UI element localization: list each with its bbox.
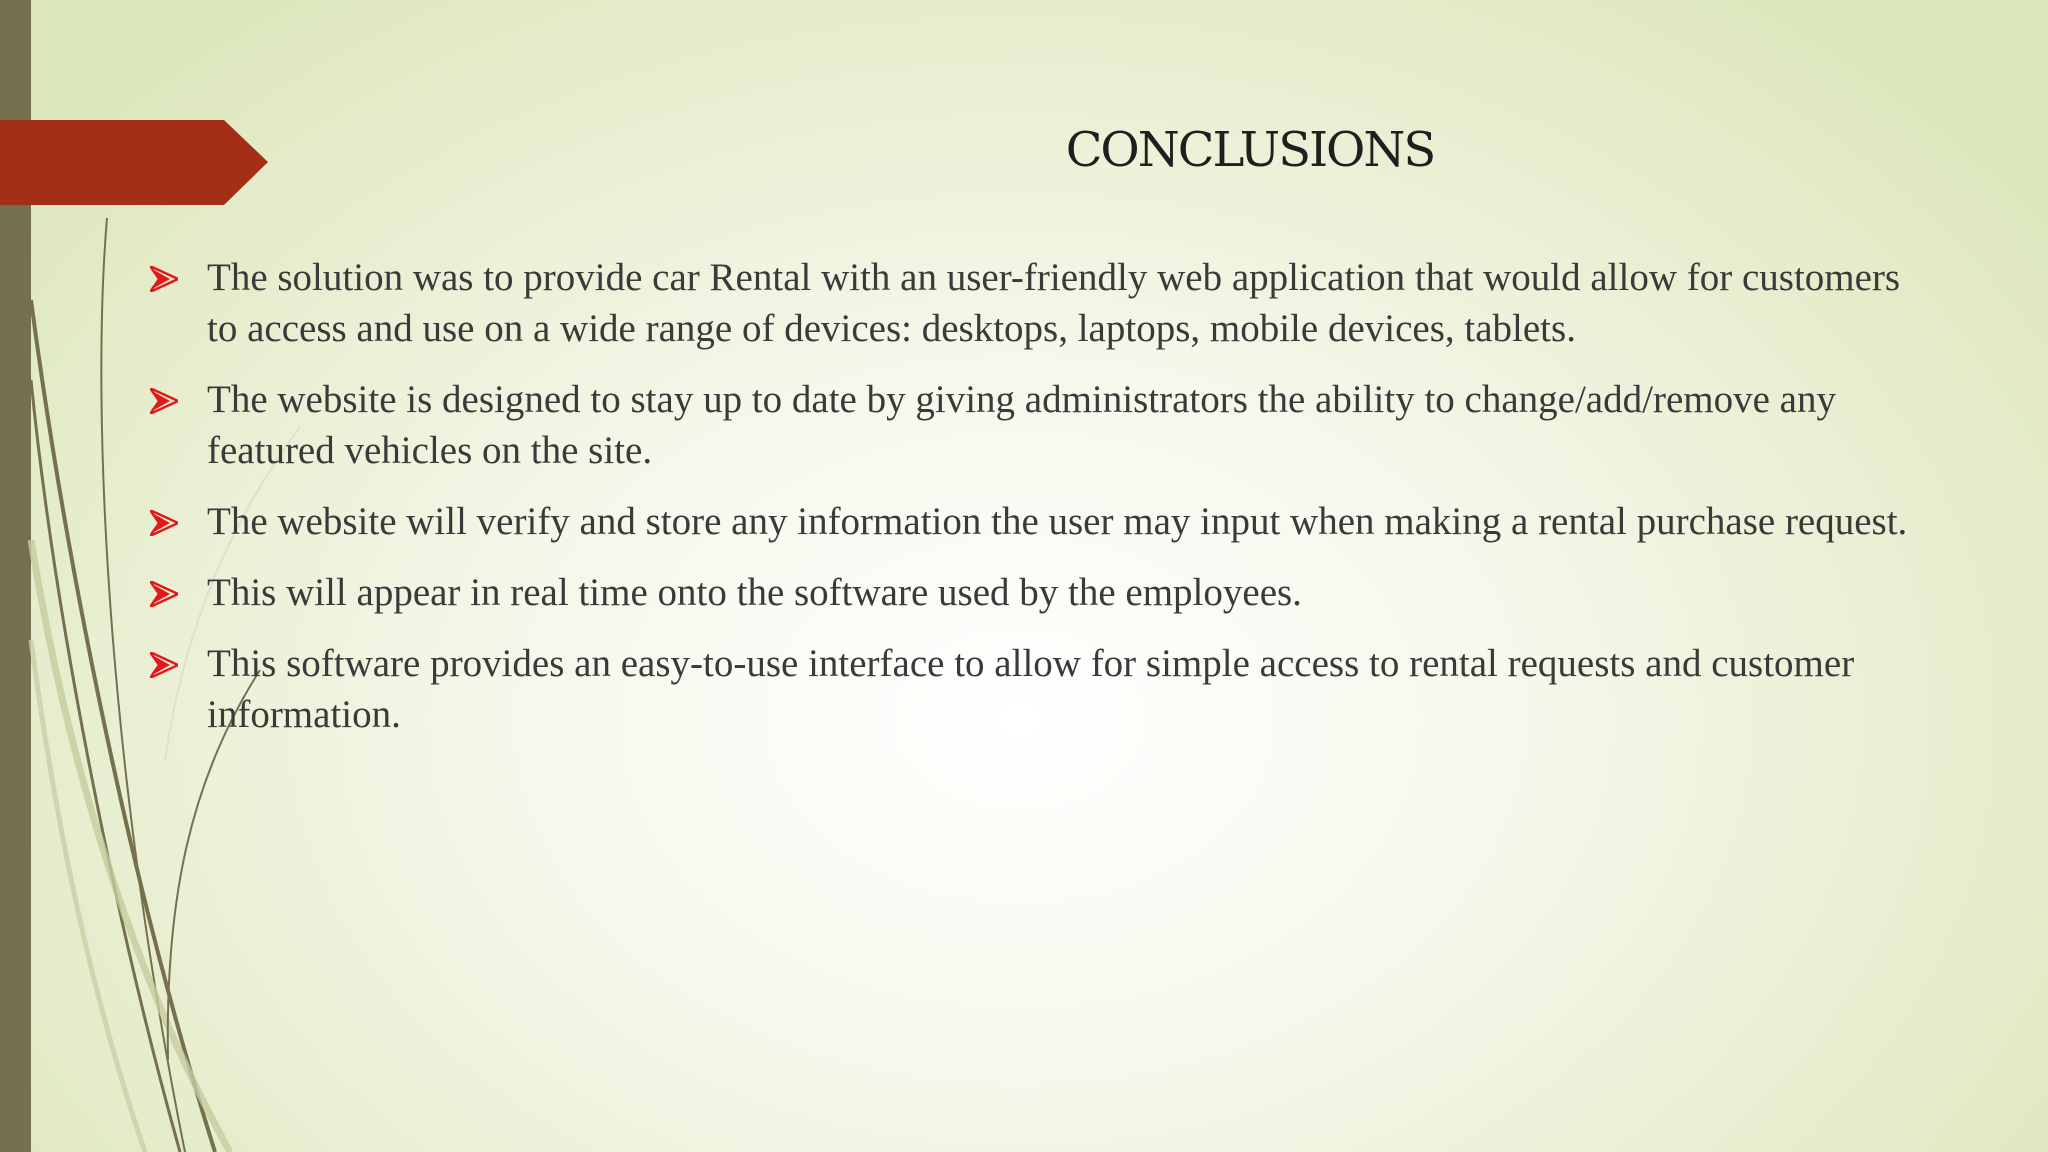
arrowhead-bullet-icon bbox=[150, 388, 178, 414]
bullet-text: This will appear in real time onto the software used by the employees. bbox=[207, 571, 1302, 614]
bullet-text: The solution was to provide car Rental with an user-friendly web application that would allow for customers to access and use on a wide range of devices: desktops, laptops, mobile devices, tablets. bbox=[207, 256, 1901, 350]
arrowhead-bullet-icon bbox=[150, 510, 178, 536]
bullet-text: The website will verify and store any information the user may input when making a rental purchase request. bbox=[207, 500, 1908, 543]
arrowhead-bullet-icon bbox=[150, 652, 178, 678]
arrow-tab-icon bbox=[0, 120, 268, 205]
list-item bbox=[148, 567, 1908, 618]
list-item bbox=[148, 496, 1908, 547]
slide-title: CONCLUSIONS bbox=[1065, 122, 1435, 178]
list-item bbox=[148, 374, 1908, 476]
list-item bbox=[148, 638, 1908, 740]
list-item bbox=[148, 252, 1908, 354]
bullet-text: The website is designed to stay up to date by giving administrators the ability to change/add/remove any featured vehicles on the site. bbox=[207, 378, 1836, 472]
bullet-list bbox=[148, 252, 1908, 760]
arrowhead-bullet-icon bbox=[150, 581, 178, 607]
bullet-text: This software provides an easy-to-use interface to allow for simple access to rental requests and customer information. bbox=[207, 642, 1855, 736]
arrowhead-bullet-icon bbox=[150, 266, 178, 292]
